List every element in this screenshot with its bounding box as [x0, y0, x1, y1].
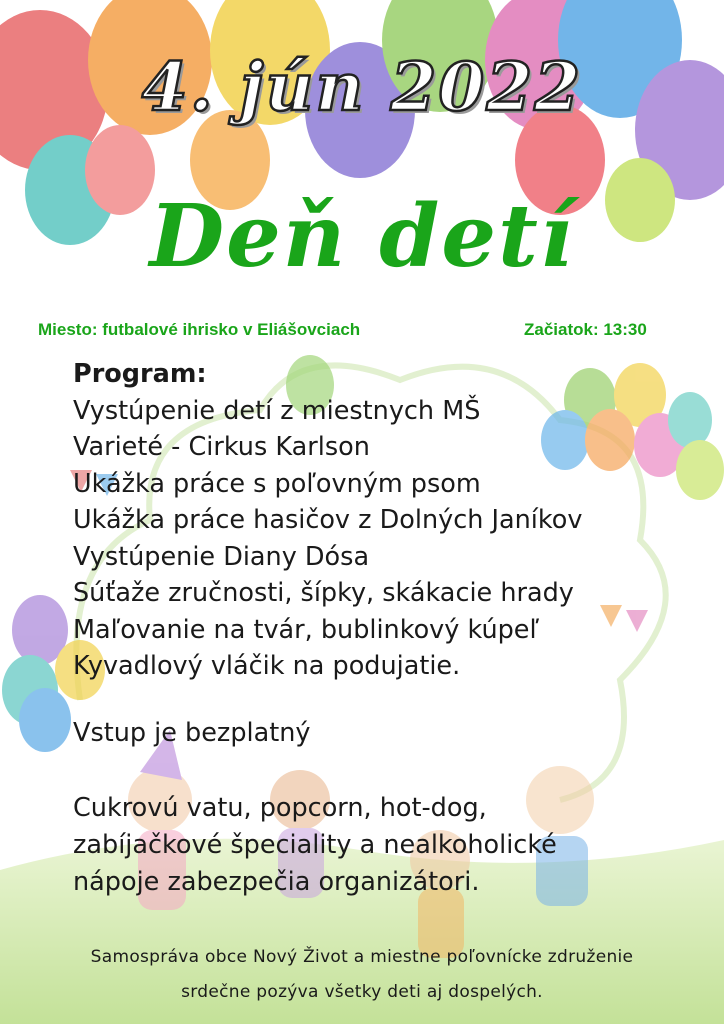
refreshments-line: Cukrovú vatu, popcorn, hot-dog, [73, 793, 487, 823]
footer-invitation [0, 940, 724, 1010]
entry-note: Vstup je bezplatný [73, 718, 311, 748]
refreshments-line: nápoje zabezpečia organizátori. [73, 867, 480, 897]
program-item: Súťaže zručnosti, šípky, skákacie hrady [73, 578, 574, 608]
program-item: Varieté - Cirkus Karlson [73, 432, 370, 462]
program-item: Maľovanie na tvár, bublinkový kúpeľ [73, 614, 540, 645]
program-item: Ukážka práce hasičov z Dolných Janíkov [73, 505, 583, 535]
program-list [73, 393, 693, 685]
event-date: 4. jún 2022 [141, 48, 583, 126]
program-item: Kyvadlový vláčik na podujatie. [73, 651, 461, 681]
event-title: Deň detí [149, 186, 575, 287]
program-heading: Program: [73, 359, 207, 389]
program-item: Vystúpenie Diany Dósa [73, 541, 370, 572]
event-start-time: Začiatok: 13:30 [524, 320, 647, 339]
program-item: Ukážka práce s poľovným psom [73, 468, 481, 499]
refreshments-line: zabíjačkové špeciality a nealkoholické [73, 830, 557, 860]
balloon-blue-left-icon [19, 688, 71, 752]
refreshments-note [73, 790, 693, 901]
program-section [73, 356, 693, 685]
footer-line: Samospráva obce Nový Život a miestne poľovnícke združenie [90, 947, 634, 967]
program-item: Vystúpenie detí z miestnych MŠ [73, 395, 481, 426]
footer-line: srdečne pozýva všetky deti aj dospelých. [181, 982, 543, 1002]
event-location: Miesto: futbalové ihrisko v Eliášovciach [38, 320, 361, 339]
